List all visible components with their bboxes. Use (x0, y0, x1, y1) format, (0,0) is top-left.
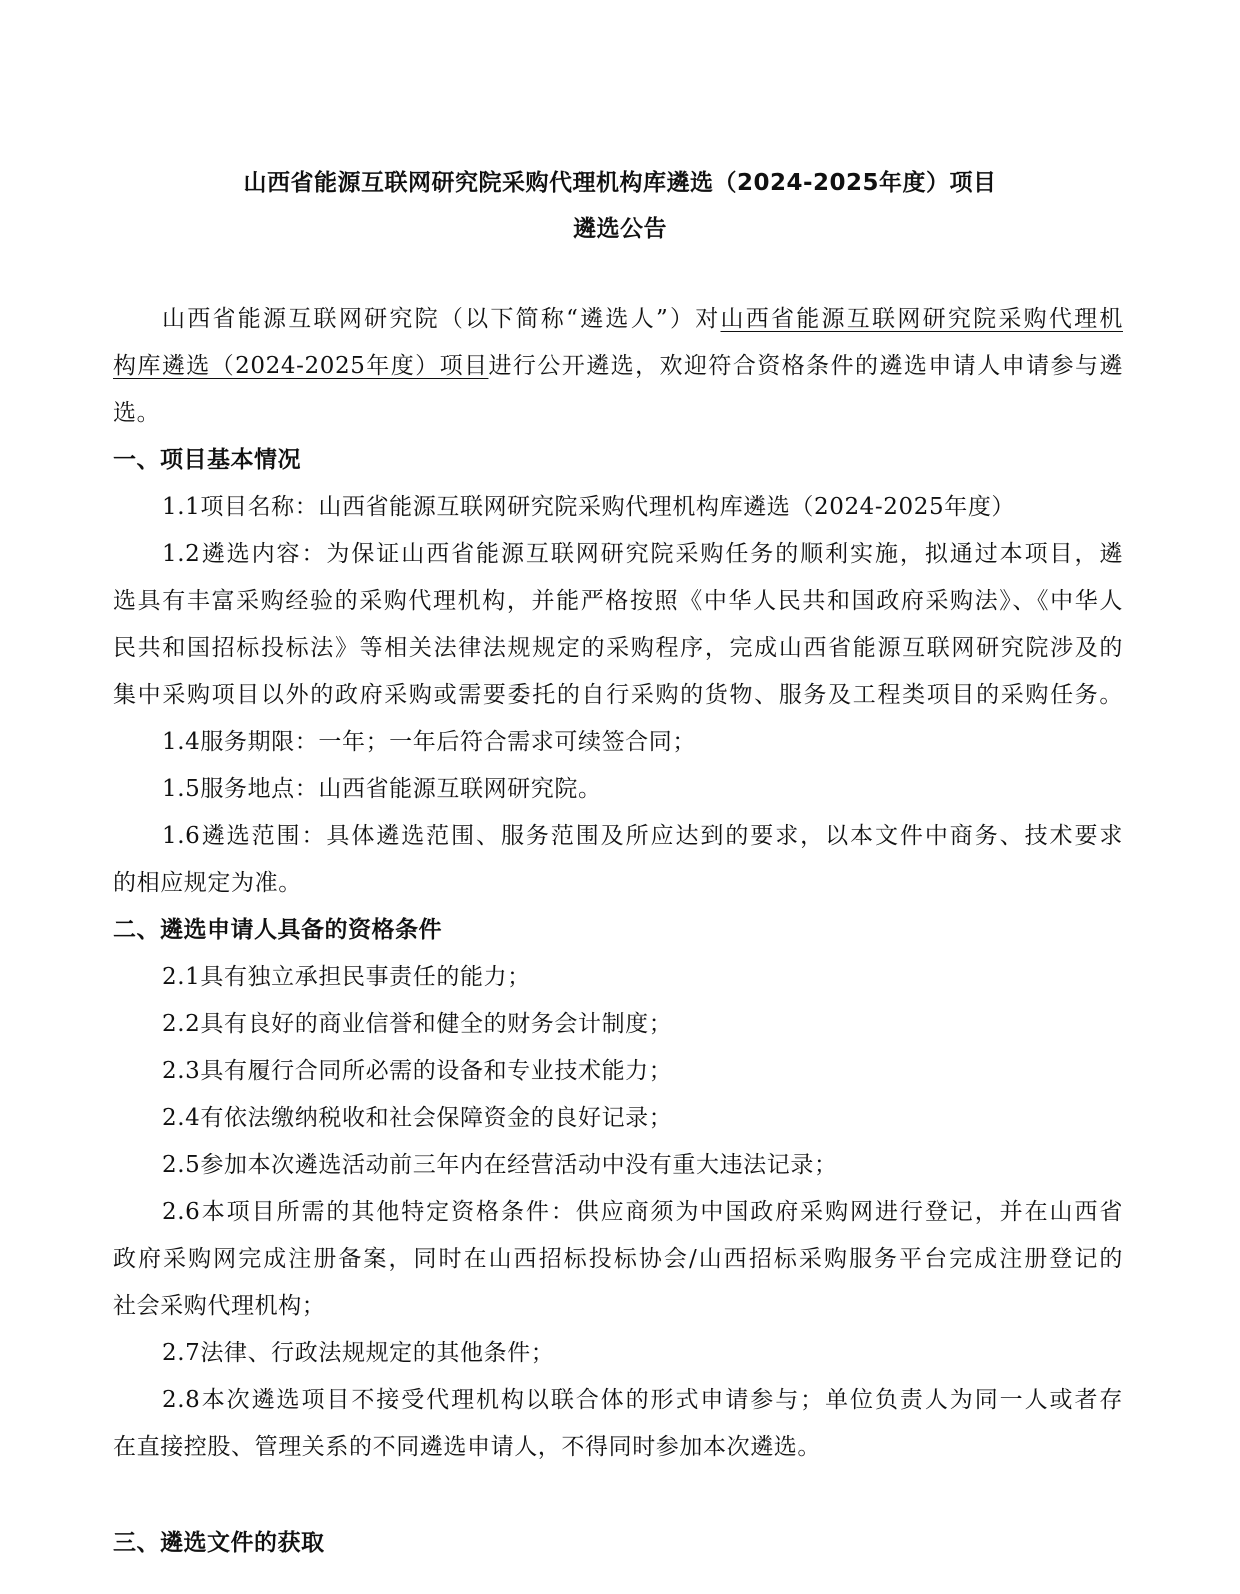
item-2-8-line-2: 在直接控股、管理关系的不同遴选申请人，不得同时参加本次遴选。 (113, 1434, 821, 1460)
section-1-heading: 一、项目基本情况 (113, 447, 301, 473)
item-1-4: 1.4服务期限：一年；一年后符合需求可续签合同； (162, 729, 696, 755)
item-2-3: 2.3具有履行合同所必需的设备和专业技术能力； (162, 1058, 673, 1084)
item-1-2-line-1: 1.2遴选内容：为保证山西省能源互联网研究院采购任务的顺利实施，拟通过本项目，遴 (162, 541, 1123, 567)
item-2-6-line-3: 社会采购代理机构； (113, 1293, 326, 1319)
section-2-heading: 二、遴选申请人具备的资格条件 (113, 917, 442, 943)
item-2-6-line-1: 2.6本项目所需的其他特定资格条件：供应商须为中国政府采购网进行登记，并在山西省 (162, 1199, 1123, 1225)
doc-title-line1: 山西省能源互联网研究院采购代理机构库遴选（2024-2025年度）项目 (243, 170, 997, 196)
item-1-6-line-1: 1.6遴选范围：具体遴选范围、服务范围及所应达到的要求，以本文件中商务、技术要求 (162, 823, 1123, 849)
item-1-2-line-3: 民共和国招标投标法》等相关法律法规规定的采购程序，完成山西省能源互联网研究院涉及的 (113, 635, 1123, 661)
item-2-4: 2.4有依法缴纳税收和社会保障资金的良好记录； (162, 1105, 673, 1131)
item-2-7: 2.7法律、行政法规规定的其他条件； (162, 1340, 555, 1366)
item-1-1: 1.1项目名称：山西省能源互联网研究院采购代理机构库遴选（2024-2025年度） (162, 494, 1016, 520)
item-1-6-line-2: 的相应规定为准。 (113, 870, 302, 896)
item-2-1: 2.1具有独立承担民事责任的能力； (162, 964, 531, 990)
section-3-heading: 三、遴选文件的获取 (113, 1530, 325, 1556)
project-name-link-cont: 构库遴选（2024-2025年度）项目 (113, 353, 489, 379)
intro-line-2 (113, 349, 1123, 383)
item-2-2: 2.2具有良好的商业信誉和健全的财务会计制度； (162, 1011, 673, 1037)
item-1-2-line-4: 集中采购项目以外的政府采购或需要委托的自行采购的货物、服务及工程类项目的采购任务。 (113, 682, 1123, 708)
intro-text-cont: 进行公开遴选，欢迎符合资格条件的遴选申请人申请参与遴 (488, 353, 1123, 379)
intro-line-3: 选。 (113, 400, 161, 426)
project-name-link: 山西省能源互联网研究院采购代理机 (720, 306, 1123, 332)
intro-text: 山西省能源互联网研究院（以下简称“遴选人”）对 (162, 306, 721, 332)
doc-title-line2: 遴选公告 (573, 216, 667, 242)
item-1-2-line-2: 选具有丰富采购经验的采购代理机构，并能严格按照《中华人民共和国政府采购法》、《中华人 (113, 588, 1123, 614)
item-1-5: 1.5服务地点：山西省能源互联网研究院。 (162, 776, 602, 802)
item-2-8-line-1: 2.8本次遴选项目不接受代理机构以联合体的形式申请参与；单位负责人为同一人或者存 (162, 1387, 1123, 1413)
item-2-6-line-2: 政府采购网完成注册备案，同时在山西招标投标协会/山西招标采购服务平台完成注册登记的 (113, 1246, 1123, 1272)
item-2-5: 2.5参加本次遴选活动前三年内在经营活动中没有重大违法记录； (162, 1152, 838, 1178)
intro-line-1 (162, 302, 1123, 336)
